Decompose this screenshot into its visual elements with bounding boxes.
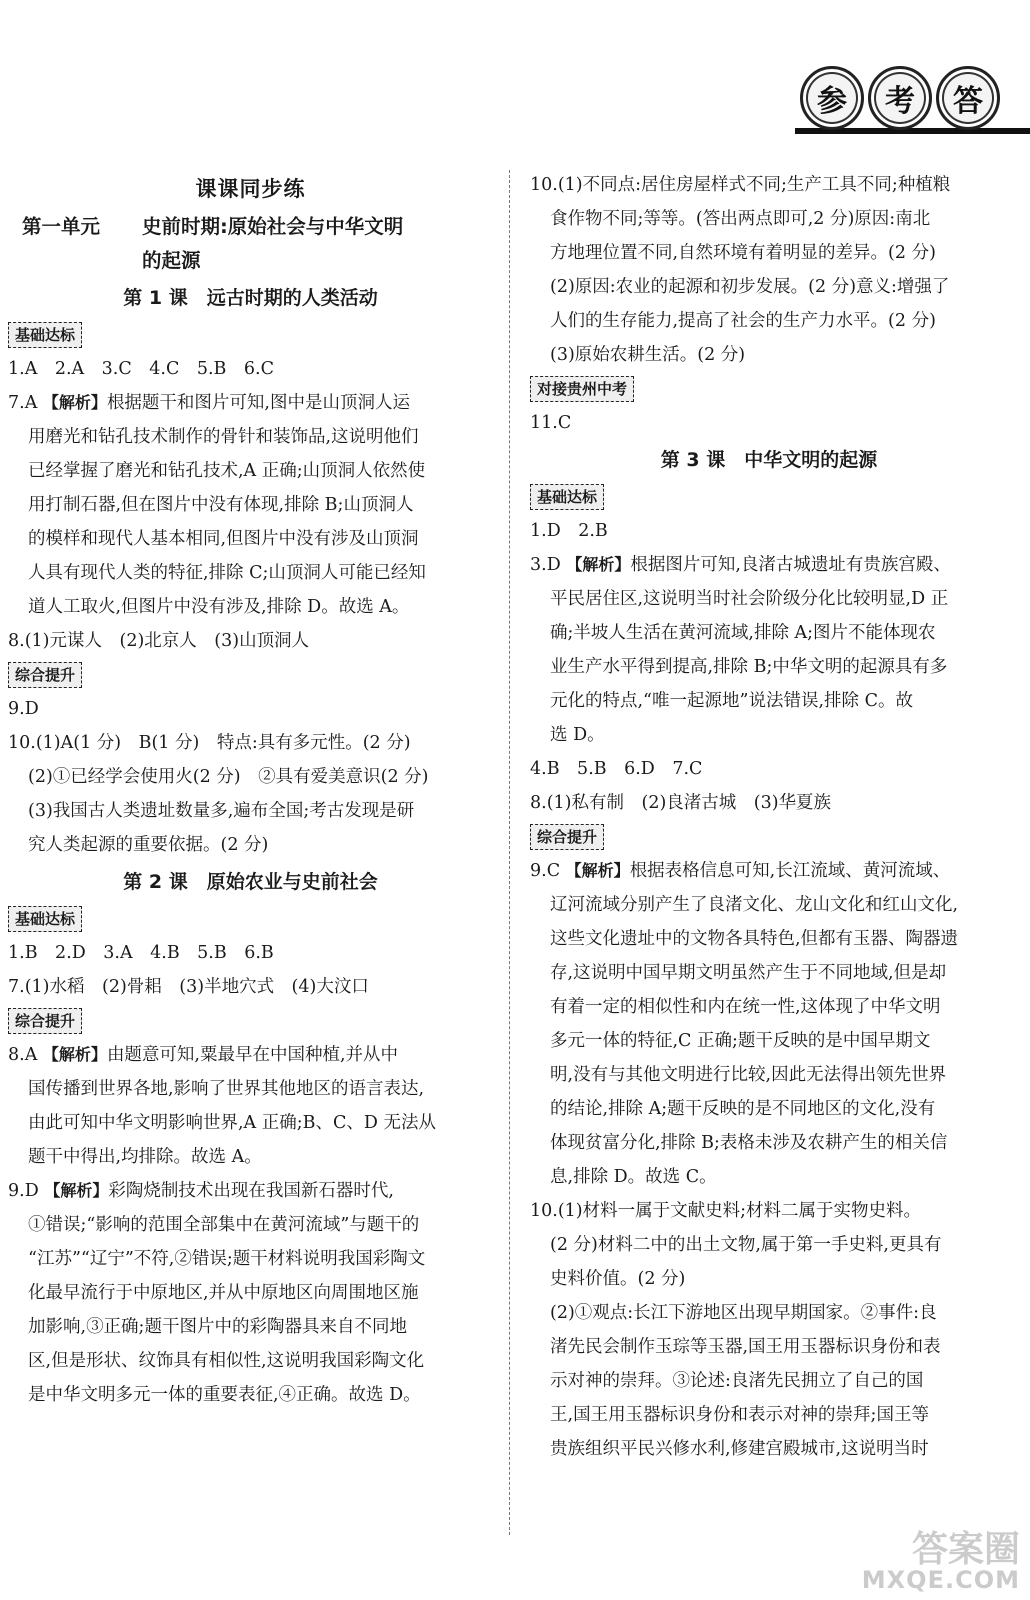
answer-line: (2 分)材料二中的出土文物,属于第一手史料,更具有 (550, 1235, 942, 1255)
answer-line: 贵族组织平民兴修水利,修建宫殿城市,这说明当时 (550, 1439, 929, 1459)
header-badges (800, 66, 1000, 130)
answer-line: 7.(1)水稻 (2)骨耜 (3)半地穴式 (4)大汶口 (8, 977, 369, 997)
tag-advanced: 综合提升 (8, 1008, 82, 1034)
answer-line: 11.C (530, 413, 572, 433)
answer-line: 方地理位置不同,自然环境有着明显的差异。(2 分) (550, 243, 936, 263)
unit-name: 史前时期:原始社会与中华文明 的起源 (142, 215, 404, 272)
answer-line: 这些文化遗址中的文物各具特色,但都有玉器、陶器遗 (550, 929, 959, 949)
answer-line: 10.(1)材料一属于文献史料;材料二属于实物史料。 (530, 1201, 922, 1221)
lesson-title: 第 2 课 原始农业与史前社会 (123, 871, 378, 893)
tag-advanced: 综合提升 (8, 662, 82, 688)
answer-line: 选 D。 (550, 725, 605, 745)
lesson-title: 第 1 课 远古时期的人类活动 (123, 287, 378, 309)
tag-guizhou-exam: 对接贵州中考 (530, 376, 634, 402)
answer-line: 9.C 【解析】根据表格信息可知,长江流域、黄河流域、 (530, 861, 951, 881)
answer-line: 1.A 2.A 3.C 4.C 5.B 6.C (8, 359, 274, 379)
analysis-label: 【解析】 (566, 555, 631, 574)
answer-line: 确;半坡人生活在黄河流域,排除 A;图片不能体现农 (550, 623, 936, 643)
answer-line: 由此可知中华文明影响世界,A 正确;B、C、D 无法从 (28, 1113, 437, 1133)
answer-line: 10.(1)A(1 分) B(1 分) 特点:具有多元性。(2 分) (8, 733, 411, 753)
answer-line: 究人类起源的重要依据。(2 分) (28, 835, 269, 855)
answer-line: (2)①观点:长江下游地区出现早期国家。②事件:良 (550, 1303, 937, 1323)
tag-basic: 基础达标 (8, 322, 82, 348)
answer-line: 的结论,排除 A;题干反映的是不同地区的文化,没有 (550, 1099, 936, 1119)
answer-line: 加影响,③正确;题干图片中的彩陶器具来自不同地 (28, 1317, 407, 1337)
answer-line: 4.B 5.B 6.D 7.C (530, 759, 703, 779)
answer-line: “江苏”“辽宁”不符,②错误;题干材料说明我国彩陶文 (28, 1249, 426, 1269)
header-badge: 答 (936, 66, 1000, 130)
answer-line: 示对神的崇拜。③论述:良渚先民拥立了自己的国 (550, 1371, 924, 1391)
answer-line: 化最早流行于中原地区,并从中原地区向周围地区施 (28, 1283, 419, 1303)
answer-line: 存,这说明中国早期文明虽然产生于不同地域,但是却 (550, 963, 947, 983)
analysis-label: 【解析】 (42, 1045, 107, 1064)
answer-line: 道人工取火,但图片中没有涉及,排除 D。故选 A。 (28, 597, 410, 617)
answer-line: (3)我国古人类遗址数量多,遍布全国;考古发现是研 (28, 801, 415, 821)
analysis-label: 【解析】 (565, 861, 630, 880)
answer-line: 平民居住区,这说明当时社会阶级分化比较明显,D 正 (550, 589, 949, 609)
analysis-label: 【解析】 (44, 1181, 109, 1200)
header-badge: 考 (868, 66, 932, 130)
tag-basic: 基础达标 (530, 484, 604, 510)
answer-line: 明,没有与其他文明进行比较,因此无法得出领先世界 (550, 1065, 947, 1085)
answer-line: 元化的特点,“唯一起源地”说法错误,排除 C。故 (550, 691, 913, 711)
answer-line: 题干中得出,均排除。故选 A。 (28, 1147, 262, 1167)
answer-line: 8.A 【解析】由题意可知,粟最早在中国种植,并从中 (8, 1045, 399, 1065)
answer-line: 王,国王用玉器标识身份和表示对神的崇拜;国王等 (550, 1405, 929, 1425)
header-badge: 参 (800, 66, 864, 130)
tag-advanced: 综合提升 (530, 824, 604, 850)
column-divider (509, 170, 510, 1535)
answer-line: 9.D (8, 699, 39, 719)
answer-line: 人具有现代人类的特征,排除 C;山顶洞人可能已经知 (28, 563, 426, 583)
answer-line: 1.B 2.D 3.A 4.B 5.B 6.B (8, 943, 274, 963)
left-column (8, 168, 493, 1412)
answer-line: 有着一定的相似性和内在统一性,这体现了中华文明 (550, 997, 941, 1017)
answer-line: ①错误;“影响的范围全部集中在黄河流域”与题干的 (28, 1215, 420, 1235)
answer-line: 多元一体的特征,C 正确;题干反映的是中国早期文 (550, 1031, 931, 1051)
right-column (530, 168, 1008, 1466)
unit-number: 第一单元 (22, 215, 101, 238)
answer-line: (2)原因:农业的起源和初步发展。(2 分)意义:增强了 (550, 277, 950, 297)
answer-line: 食作物不同;等等。(答出两点即可,2 分)原因:南北 (550, 209, 931, 229)
answer-line: 用磨光和钻孔技术制作的骨针和装饰品,这说明他们 (28, 427, 419, 447)
answer-line: 辽河流域分别产生了良渚文化、龙山文化和红山文化, (550, 895, 959, 915)
site-watermark: 答案圈 MXQE.COM (861, 1529, 1020, 1594)
section-title: 课课同步练 (195, 177, 306, 201)
answer-line: 8.(1)元谋人 (2)北京人 (3)山顶洞人 (8, 631, 310, 651)
answer-line: 的模样和现代人基本相同,但图片中没有涉及山顶洞 (28, 529, 419, 549)
answer-line: (2)①已经学会使用火(2 分) ②具有爱美意识(2 分) (28, 767, 429, 787)
answer-line: 区,但是形状、纹饰具有相似性,这说明我国彩陶文化 (28, 1351, 425, 1371)
answer-line: 是中华文明多元一体的重要表征,④正确。故选 D。 (28, 1385, 421, 1405)
answer-line: 3.D 【解析】根据图片可知,良渚古城遗址有贵族宫殿、 (530, 555, 951, 575)
answer-line: 1.D 2.B (530, 521, 608, 541)
answer-line: 7.A 【解析】根据题干和图片可知,图中是山顶洞人运 (8, 393, 410, 413)
analysis-label: 【解析】 (42, 393, 107, 412)
unit-title (22, 210, 493, 278)
lesson-title: 第 3 课 中华文明的起源 (660, 449, 878, 471)
tag-basic: 基础达标 (8, 906, 82, 932)
answer-line: 9.D 【解析】彩陶烧制技术出现在我国新石器时代, (8, 1181, 394, 1201)
answer-line: 业生产水平得到提高,排除 B;中华文明的起源具有多 (550, 657, 948, 677)
answer-line: 10.(1)不同点:居住房屋样式不同;生产工具不同;种植粮 (530, 175, 951, 195)
answer-line: 8.(1)私有制 (2)良渚古城 (3)华夏族 (530, 793, 832, 813)
answer-line: 人们的生存能力,提高了社会的生产力水平。(2 分) (550, 311, 936, 331)
answer-line: 渚先民会制作玉琮等玉器,国王用玉器标识身份和表 (550, 1337, 941, 1357)
answer-line: 史料价值。(2 分) (550, 1269, 686, 1289)
answer-line: 体现贫富分化,排除 B;表格未涉及农耕产生的相关信 (550, 1133, 948, 1153)
answer-line: 国传播到世界各地,影响了世界其他地区的语言表达, (28, 1079, 425, 1099)
answer-line: 已经掌握了磨光和钻孔技术,A 正确;山顶洞人依然使 (28, 461, 426, 481)
answer-line: 息,排除 D。故选 C。 (550, 1167, 717, 1187)
answer-line: 用打制石器,但在图片中没有体现,排除 B;山顶洞人 (28, 495, 414, 515)
answer-line: (3)原始农耕生活。(2 分) (550, 345, 746, 365)
